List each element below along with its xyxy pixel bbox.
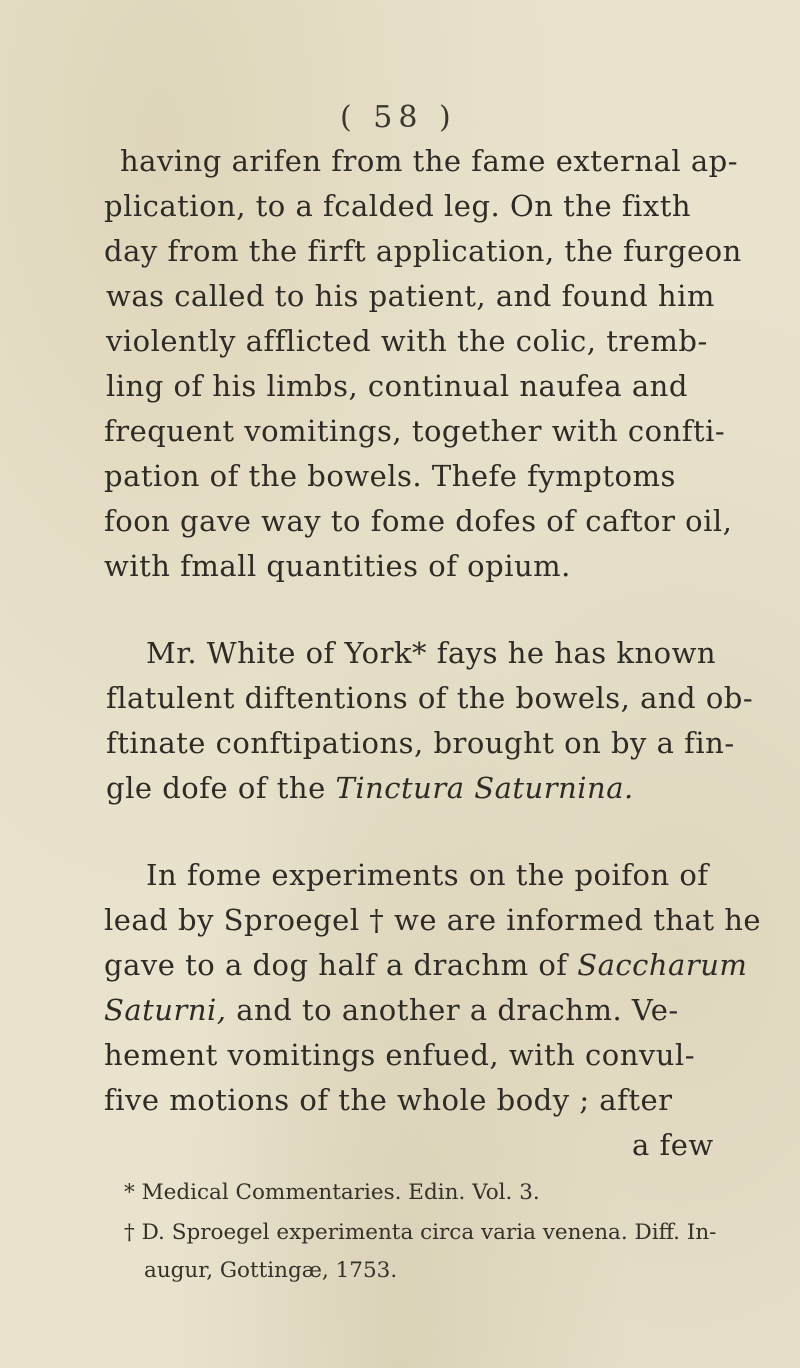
paragraph-1-line-9: foon gave way to fome dofes of caftor oil, — [104, 504, 733, 538]
paragraph-1-line-4: was called to his patient, and found him — [106, 279, 715, 313]
footnote-1: * Medical Commentaries. Edin. Vol. 3. — [124, 1180, 540, 1205]
paragraph-1-line-5: violently afflicted with the colic, tremb- — [106, 324, 708, 358]
paragraph-3-line-6: five motions of the whole body ; after — [104, 1083, 673, 1117]
page-number: ( 58 ) — [340, 100, 457, 135]
paragraph-3-line-4-text: and to another a drachm. Ve- — [226, 993, 679, 1027]
catchword: a few — [632, 1128, 714, 1162]
paragraph-3-line-4 — [104, 993, 679, 1027]
paragraph-2-line-3: ftinate conftipations, brought on by a fin- — [106, 726, 735, 760]
paragraph-2-line-4-italic: Tinctura Saturnina. — [335, 771, 634, 805]
paragraph-1-line-10: with fmall quantities of opium. — [104, 549, 571, 583]
footnote-2: † D. Sproegel experimenta circa varia venena. Diff. In- — [124, 1220, 717, 1245]
paragraph-3-line-5: hement vomitings enfued, with convul- — [104, 1038, 696, 1072]
paragraph-1-line-7: frequent vomitings, together with confti- — [104, 414, 726, 448]
paragraph-2-line-4 — [106, 771, 634, 805]
paragraph-2-line-4-text: gle dofe of the — [106, 771, 336, 805]
paragraph-2-line-2: flatulent diftentions of the bowels, and ob- — [106, 681, 754, 715]
paragraph-1-line-3: day from the firft application, the furgeon — [104, 234, 742, 268]
paragraph-3-line-3-italic: Saccharum — [577, 948, 748, 982]
paragraph-1-line-6: ling of his limbs, continual naufea and — [106, 369, 688, 403]
paragraph-2-line-1: Mr. White of York* fays he has known — [146, 636, 717, 670]
paragraph-3-line-4-italic: Saturni, — [104, 993, 227, 1027]
paragraph-3-line-3-text: gave to a dog half a drachm of — [104, 948, 578, 982]
paragraph-1-line-8: pation of the bowels. Thefe fymptoms — [104, 459, 676, 493]
paragraph-1-line-2: plication, to a fcalded leg. On the fixth — [104, 189, 692, 223]
paragraph-3-line-3 — [104, 948, 747, 982]
paragraph-3-line-2: lead by Sproegel † we are informed that he — [104, 903, 762, 937]
paragraph-3-line-1: In fome experiments on the poifon of — [146, 858, 709, 892]
paragraph-1-line-1: having arifen from the fame external ap- — [120, 144, 738, 178]
footnote-3: augur, Gottingæ, 1753. — [144, 1258, 398, 1283]
